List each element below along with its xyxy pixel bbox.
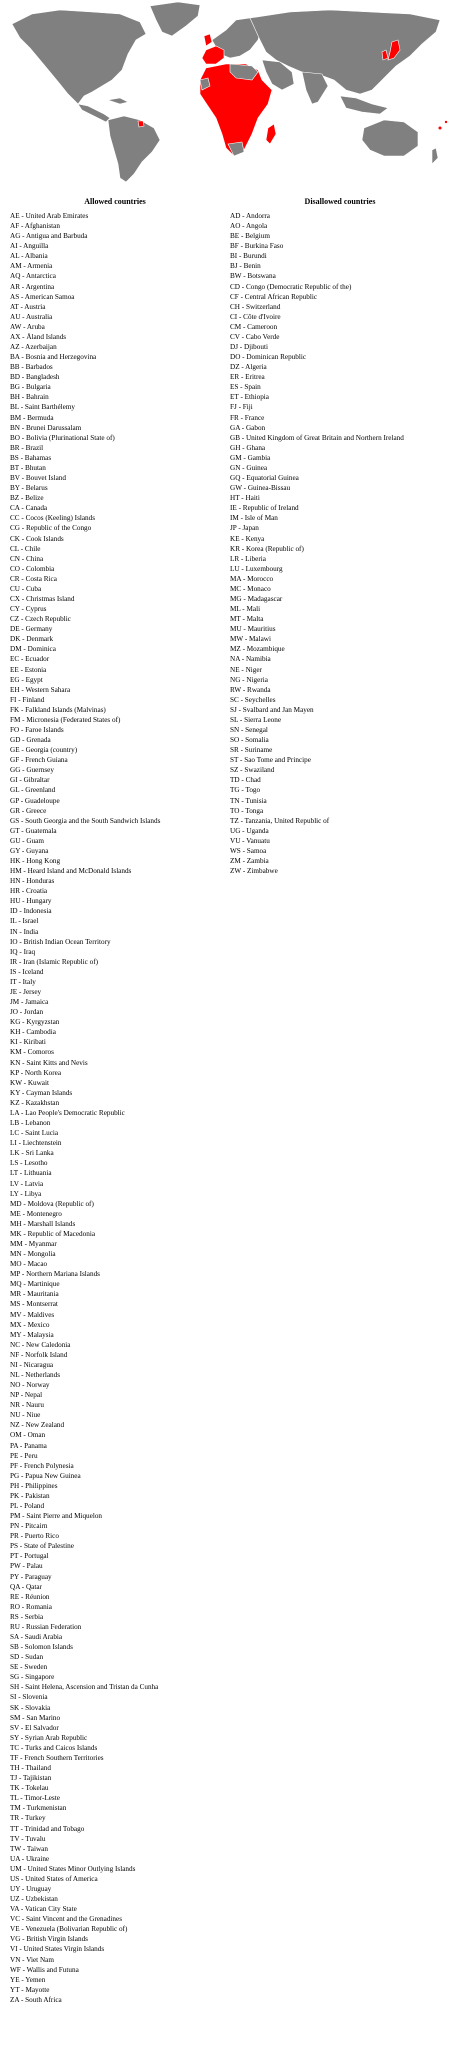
disallowed-countries-list — [230, 211, 450, 876]
country-list-item: BY - Belarus — [10, 484, 48, 493]
country-list-item: GN - Guinea — [230, 463, 268, 472]
country-list-item: MR - Mauritania — [10, 1290, 59, 1299]
country-list-item: ES - Spain — [230, 383, 261, 392]
country-list-item: LB - Lebanon — [10, 1119, 51, 1128]
country-list-item: GI - Gibraltar — [10, 776, 50, 785]
country-list-item: AO - Angola — [230, 222, 268, 231]
country-list-item: MN - Mongolia — [10, 1250, 56, 1259]
country-list-item: NG - Nigeria — [230, 675, 268, 684]
country-list-item: YE - Yemen — [10, 1975, 46, 1984]
country-list-item: EG - Egypt — [10, 675, 43, 684]
country-list-item: KN - Saint Kitts and Nevis — [10, 1058, 88, 1067]
country-list-item: KR - Korea (Republic of) — [230, 544, 304, 553]
country-list-item: EH - Western Sahara — [10, 685, 71, 694]
country-list-item: EE - Estonia — [10, 665, 47, 674]
country-list-item: MT - Malta — [230, 615, 264, 624]
country-list-item: KI - Kiribati — [10, 1038, 46, 1047]
country-list-item: FJ - Fiji — [230, 403, 253, 412]
country-list-item: KG - Kyrgyzstan — [10, 1018, 60, 1027]
country-list-item: TC - Turks and Caicos Islands — [10, 1743, 98, 1752]
country-list-item: KM - Comoros — [10, 1048, 54, 1057]
country-list-item: PM - Saint Pierre and Miquelon — [10, 1512, 103, 1521]
country-list-item: SK - Slovakia — [10, 1703, 51, 1712]
country-list-item: IM - Isle of Man — [230, 514, 278, 523]
country-list-item: SV - El Salvador — [10, 1723, 59, 1732]
country-list-item: JE - Jersey — [10, 988, 42, 997]
country-list-item: MQ - Martinique — [10, 1280, 60, 1289]
country-list-item: BN - Brunei Darussalam — [10, 423, 82, 432]
country-list-item: GF - French Guiana — [10, 756, 68, 765]
country-list-item: VU - Vanuatu — [230, 836, 270, 845]
country-list-item: BL - Saint Barthélemy — [10, 403, 76, 412]
country-list-item: TO - Tonga — [230, 806, 264, 815]
country-list-item: LT - Lithuania — [10, 1169, 52, 1178]
country-list-item: GS - South Georgia and the South Sandwich Islands — [10, 816, 161, 825]
country-list-item: CO - Colombia — [10, 564, 55, 573]
country-list-item: MX - Mexico — [10, 1320, 50, 1329]
country-list-item: SI - Slovenia — [10, 1693, 48, 1702]
country-list-item: NO - Norway — [10, 1381, 50, 1390]
country-list-item: CF - Central African Republic — [230, 292, 318, 301]
country-list-item: AS - American Samoa — [10, 292, 75, 301]
country-list-item: MZ - Mozambique — [230, 645, 285, 654]
allowed-countries-heading: Allowed countries — [84, 197, 146, 206]
country-list-item: PF - French Polynesia — [10, 1461, 74, 1470]
country-list-item: MV - Maldives — [10, 1310, 55, 1319]
country-list-item: BI - Burundi — [230, 252, 267, 261]
country-list-item: HT - Haiti — [230, 494, 260, 503]
country-list-item: AI - Anguilla — [10, 242, 49, 251]
country-list-item: SZ - Swaziland — [230, 766, 275, 775]
country-lists — [0, 196, 455, 2048]
country-list-item: RE - Réunion — [10, 1592, 50, 1601]
country-list-item: OM - Oman — [10, 1431, 46, 1440]
country-list-item: BB - Barbados — [10, 363, 53, 372]
country-list-item: MD - Moldova (Republic of) — [10, 1199, 94, 1208]
country-list-item: TZ - Tanzania, United Republic of — [230, 816, 330, 825]
country-list-item: ID - Indonesia — [10, 907, 52, 916]
country-list-item: UG - Uganda — [230, 826, 269, 835]
country-list-item: ZW - Zimbabwe — [230, 867, 278, 876]
country-list-item: VA - Vatican City State — [10, 1905, 77, 1914]
country-list-item: AU - Australia — [10, 312, 53, 321]
country-list-item: US - United States of America — [10, 1874, 98, 1883]
country-list-item: MU - Mauritius — [230, 625, 276, 634]
country-list-item: DK - Denmark — [10, 635, 54, 644]
country-list-item: PH - Philippines — [10, 1481, 58, 1490]
country-list-item: MY - Malaysia — [10, 1330, 54, 1339]
country-list-item: CC - Cocos (Keeling) Islands — [10, 514, 96, 523]
country-list-item: CN - China — [10, 554, 44, 563]
country-list-item: UZ - Uzbekistan — [10, 1895, 58, 1904]
country-list-item: PA - Panama — [10, 1441, 47, 1450]
country-list-item: KW - Kuwait — [10, 1078, 49, 1087]
country-list-item: FO - Faroe Islands — [10, 725, 64, 734]
country-list-item: HM - Heard Island and McDonald Islands — [10, 867, 132, 876]
map-region-south-africa — [228, 142, 244, 156]
country-list-item: PS - State of Palestine — [10, 1542, 74, 1551]
country-list-item: RS - Serbia — [10, 1612, 44, 1621]
country-list-item: PG - Papua New Guinea — [10, 1471, 81, 1480]
country-list-item: AL - Albania — [10, 252, 48, 261]
country-list-item: HR - Croatia — [10, 887, 48, 896]
country-list-item: CD - Congo (Democratic Republic of the) — [230, 282, 352, 291]
country-list-item: BM - Bermuda — [10, 413, 54, 422]
country-list-item: JO - Jordan — [10, 1008, 44, 1017]
country-list-item: VN - Viet Nam — [10, 1955, 54, 1964]
country-list-item: CA - Canada — [10, 504, 48, 513]
country-list-item: BR - Brazil — [10, 443, 44, 452]
country-list-item: CU - Cuba — [10, 584, 42, 593]
country-list-item: TM - Turkmenistan — [10, 1804, 67, 1813]
country-list-item: DO - Dominican Republic — [230, 353, 307, 362]
country-list-item: TF - French Southern Territories — [10, 1753, 104, 1762]
country-list-item: CM - Cameroon — [230, 322, 278, 331]
country-list-item: LA - Lao People's Democratic Republic — [10, 1108, 125, 1117]
country-list-item: SH - Saint Helena, Ascension and Tristan da Cunha — [10, 1683, 159, 1692]
country-list-item: TR - Turkey — [10, 1814, 46, 1823]
country-list-item: TN - Tunisia — [230, 796, 267, 805]
country-list-item: CK - Cook Islands — [10, 534, 64, 543]
country-list-item: BJ - Benin — [230, 262, 261, 271]
country-list-item: CL - Chile — [10, 544, 41, 553]
country-list-item: IQ - Iraq — [10, 947, 36, 956]
country-list-item: SM - San Marino — [10, 1713, 61, 1722]
country-list-item: TG - Togo — [230, 786, 261, 795]
country-list-item: BZ - Belize — [10, 494, 44, 503]
country-list-item: NP - Nepal — [10, 1391, 43, 1400]
country-list-item: SG - Singapore — [10, 1673, 55, 1682]
country-list-item: PR - Puerto Rico — [10, 1532, 59, 1541]
country-list-item: FK - Falkland Islands (Malvinas) — [10, 705, 106, 714]
country-list-item: VG - British Virgin Islands — [10, 1935, 88, 1944]
country-list-item: GE - Georgia (country) — [10, 746, 78, 755]
map-region-suriname — [138, 121, 144, 127]
country-list-item: NA - Namibia — [230, 655, 271, 664]
country-list-item: ET - Ethiopia — [230, 393, 269, 402]
map-region-greenland — [150, 2, 200, 36]
country-list-item: TK - Tokelau — [10, 1784, 49, 1793]
country-list-item: MW - Malawi — [230, 635, 271, 644]
disallowed-countries-column — [230, 196, 450, 876]
country-list-item: KE - Kenya — [230, 534, 265, 543]
map-region-pacific-islands — [438, 126, 442, 130]
country-list-item: AF - Afghanistan — [10, 222, 60, 231]
map-region-pacific-islands — [445, 121, 448, 124]
map-region-southeast-asia — [340, 96, 388, 114]
country-list-item: VI - United States Virgin Islands — [10, 1945, 105, 1954]
map-region-new-zealand — [432, 148, 438, 164]
country-list-item: VE - Venezuela (Bolivarian Republic of) — [10, 1925, 128, 1934]
country-list-item: GM - Gambia — [230, 453, 271, 462]
country-list-item: IT - Italy — [10, 977, 36, 986]
country-list-item: PE - Peru — [10, 1451, 38, 1460]
country-list-item: CG - Republic of the Congo — [10, 524, 92, 533]
map-region-australia — [362, 120, 418, 156]
country-list-item: ME - Montenegro — [10, 1209, 62, 1218]
country-list-item: MK - Republic of Macedonia — [10, 1229, 96, 1238]
country-list-item: TH - Thailand — [10, 1764, 51, 1773]
country-list-item: AD - Andorra — [230, 212, 270, 220]
country-list-item: DZ - Algeria — [230, 363, 267, 372]
country-list-item: IN - India — [10, 927, 39, 936]
country-list-item: TL - Timor-Leste — [10, 1794, 60, 1803]
country-list-item: IE - Republic of Ireland — [230, 504, 299, 513]
country-list-item: GT - Guatemala — [10, 826, 57, 835]
allowed-countries-column — [10, 196, 220, 2005]
country-list-item: LR - Liberia — [230, 554, 266, 563]
country-list-item: PY - Paraguay — [10, 1572, 52, 1581]
country-list-item: FM - Micronesia (Federated States of) — [10, 715, 121, 724]
country-list-item: UY - Uruguay — [10, 1884, 52, 1893]
country-list-item: EC - Ecuador — [10, 655, 50, 664]
country-list-item: CH - Switzerland — [230, 302, 281, 311]
country-list-item: SN - Senegal — [230, 725, 268, 734]
country-list-item: ML - Mali — [230, 605, 261, 614]
country-list-item: GR - Greece — [10, 806, 47, 815]
country-list-item: GA - Gabon — [230, 423, 266, 432]
country-list-item: WS - Samoa — [230, 846, 267, 855]
country-list-item: IS - Iceland — [10, 967, 44, 976]
map-region-western-europe — [202, 46, 224, 64]
country-list-item: AG - Antigua and Barbuda — [10, 232, 88, 241]
country-list-item: IL - Israel — [10, 917, 39, 926]
country-list-item: CZ - Czech Republic — [10, 615, 71, 624]
map-region-madagascar — [266, 124, 276, 144]
country-list-item: DJ - Djibouti — [230, 343, 268, 352]
country-list-item: RU - Russian Federation — [10, 1622, 82, 1631]
country-list-item: BD - Bangladesh — [10, 373, 60, 382]
country-list-item: TW - Taiwan — [10, 1844, 48, 1853]
country-list-item: PN - Pitcairn — [10, 1522, 48, 1531]
country-list-item: CI - Côte d'Ivoire — [230, 312, 281, 321]
country-list-item: KH - Cambodia — [10, 1028, 56, 1037]
country-list-item: RO - Romania — [10, 1602, 52, 1611]
country-list-item: HK - Hong Kong — [10, 857, 61, 865]
country-list-item: AT - Austria — [10, 302, 46, 311]
country-list-item: SR - Suriname — [230, 746, 273, 755]
country-list-item: UA - Ukraine — [10, 1854, 50, 1863]
country-list-item: DE - Germany — [10, 625, 53, 634]
country-list-item: HU - Hungary — [10, 897, 52, 906]
country-list-item: AX - Åland Islands — [10, 332, 67, 341]
country-list-item: KZ - Kazakhstan — [10, 1098, 60, 1107]
country-list-item: BA - Bosnia and Herzegovina — [10, 353, 97, 362]
country-list-item: GQ - Equatorial Guinea — [230, 474, 299, 483]
country-list-item: GD - Grenada — [10, 736, 51, 745]
map-region-uk — [204, 34, 212, 46]
country-list-item: MM - Myanmar — [10, 1239, 57, 1248]
country-list-item: LS - Lesotho — [10, 1159, 48, 1168]
country-list-item: NF - Norfolk Island — [10, 1350, 68, 1359]
country-list-item: IR - Iran (Islamic Republic of) — [10, 957, 99, 966]
country-list-item: VC - Saint Vincent and the Grenadines — [10, 1915, 123, 1924]
country-list-item: PL - Poland — [10, 1502, 45, 1510]
country-list-item: MA - Morocco — [230, 574, 274, 583]
country-list-item: TD - Chad — [230, 776, 261, 785]
country-list-item: BF - Burkina Faso — [230, 242, 284, 251]
country-list-item: GB - United Kingdom of Great Britain and Northern Ireland — [230, 433, 404, 442]
country-list-item: GL - Greenland — [10, 786, 56, 795]
country-list-item: MC - Monaco — [230, 584, 271, 593]
map-region-caribbean — [108, 98, 128, 104]
country-list-item: LC - Saint Lucia — [10, 1129, 59, 1138]
country-list-item: NI - Nicaragua — [10, 1360, 54, 1369]
country-list-item: BG - Bulgaria — [10, 383, 51, 392]
country-list-item: FR - France — [230, 413, 265, 422]
world-map-svg — [0, 0, 455, 185]
map-region-north-america — [12, 10, 146, 104]
country-list-item: TJ - Tajikistan — [10, 1774, 52, 1783]
country-list-item: QA - Qatar — [10, 1582, 42, 1591]
country-list-item: CX - Christmas Island — [10, 594, 75, 603]
country-list-item: GY - Guyana — [10, 846, 49, 855]
country-list-item: KP - North Korea — [10, 1068, 62, 1077]
country-list-item: DM - Dominica — [10, 645, 56, 654]
country-list-item: SO - Somalia — [230, 736, 269, 745]
country-list-item: AM - Armenia — [10, 262, 53, 271]
country-list-item: PT - Portugal — [10, 1552, 49, 1561]
country-list-item: SE - Sweden — [10, 1663, 48, 1672]
country-list-item: NU - Niue — [10, 1411, 41, 1420]
country-list-item: NR - Nauru — [10, 1401, 44, 1410]
country-list-item: BH - Bahrain — [10, 393, 49, 402]
country-list-item: SA - Saudi Arabia — [10, 1633, 63, 1642]
world-map — [0, 0, 455, 185]
country-list-item: MH - Marshall Islands — [10, 1219, 76, 1228]
country-list-item: ZA - South Africa — [10, 1995, 62, 2004]
country-list-item: BE - Belgium — [230, 232, 270, 241]
country-list-item: PK - Pakistan — [10, 1491, 50, 1500]
country-list-item: LV - Latvia — [10, 1179, 44, 1188]
country-list-item: CY - Cyprus — [10, 605, 47, 614]
country-list-item: YT - Mayotte — [10, 1985, 50, 1994]
country-list-item: AQ - Antarctica — [10, 272, 56, 281]
country-list-item: LK - Sri Lanka — [10, 1149, 54, 1158]
country-list-item: TV - Tuvalu — [10, 1834, 46, 1843]
country-list-item: CV - Cabo Verde — [230, 332, 280, 341]
country-list-item: GW - Guinea-Bissau — [230, 484, 291, 493]
country-list-item: NC - New Caledonia — [10, 1340, 71, 1349]
country-list-item: MP - Northern Mariana Islands — [10, 1270, 100, 1279]
country-list-item: SB - Solomon Islands — [10, 1643, 73, 1652]
country-list-item: BW - Botswana — [230, 272, 276, 281]
country-list-item: SJ - Svalbard and Jan Mayen — [230, 705, 314, 714]
country-list-item: IO - British Indian Ocean Territory — [10, 937, 111, 946]
country-list-item: LY - Libya — [10, 1189, 42, 1198]
country-list-item: BO - Bolivia (Plurinational State of) — [10, 433, 115, 442]
country-list-item: NE - Niger — [230, 665, 262, 674]
country-list-item: AR - Argentina — [10, 282, 55, 291]
country-list-item: JP - Japan — [230, 524, 259, 533]
disallowed-countries-heading: Disallowed countries — [304, 197, 376, 206]
country-list-item: ZM - Zambia — [230, 857, 269, 865]
country-list-item: SD - Sudan — [10, 1653, 44, 1662]
country-list-item: CR - Costa Rica — [10, 574, 57, 583]
country-list-item: PW - Palau — [10, 1562, 43, 1571]
country-list-item: RW - Rwanda — [230, 685, 271, 694]
country-list-item: SY - Syrian Arab Republic — [10, 1733, 88, 1742]
country-list-item: BS - Bahamas — [10, 453, 52, 462]
country-list-item: GP - Guadeloupe — [10, 796, 60, 805]
country-list-item: LI - Liechtenstein — [10, 1139, 62, 1148]
country-list-item: MG - Madagascar — [230, 594, 283, 603]
country-list-item: SL - Sierra Leone — [230, 715, 282, 724]
country-list-item: ER - Eritrea — [230, 373, 265, 382]
country-list-item: FI - Finland — [10, 695, 45, 704]
country-list-item: AZ - Azerbaijan — [10, 343, 57, 352]
country-list-item: LU - Luxembourg — [230, 564, 283, 573]
country-list-item: GG - Guernsey — [10, 766, 54, 775]
map-region-india — [302, 72, 328, 104]
country-list-item: AE - United Arab Emirates — [10, 212, 89, 220]
country-list-item: ST - Sao Tome and Principe — [230, 756, 311, 765]
country-list-item: MS - Montserrat — [10, 1300, 58, 1309]
country-list-item: AW - Aruba — [10, 322, 45, 331]
country-list-item: NL - Netherlands — [10, 1370, 61, 1379]
country-list-item: BV - Bouvet Island — [10, 474, 66, 483]
country-list-item: NZ - New Zealand — [10, 1421, 65, 1430]
country-list-item: WF - Wallis and Futuna — [10, 1965, 79, 1974]
country-list-item: GU - Guam — [10, 836, 44, 845]
country-list-item: GH - Ghana — [230, 443, 266, 452]
map-region-central-america — [78, 104, 110, 122]
country-list-item: BT - Bhutan — [10, 463, 46, 472]
country-list-item: HN - Honduras — [10, 877, 55, 886]
country-list-item: KY - Cayman Islands — [10, 1088, 73, 1097]
allowed-countries-list — [10, 211, 220, 2005]
country-list-item: UM - United States Minor Outlying Islands — [10, 1864, 136, 1873]
country-list-item: JM - Jamaica — [10, 998, 49, 1007]
country-list-item: MO - Macao — [10, 1260, 48, 1269]
map-region-south-america — [108, 116, 160, 182]
country-list-item: TT - Trinidad and Tobago — [10, 1824, 85, 1833]
country-list-item: SC - Seychelles — [230, 695, 276, 704]
